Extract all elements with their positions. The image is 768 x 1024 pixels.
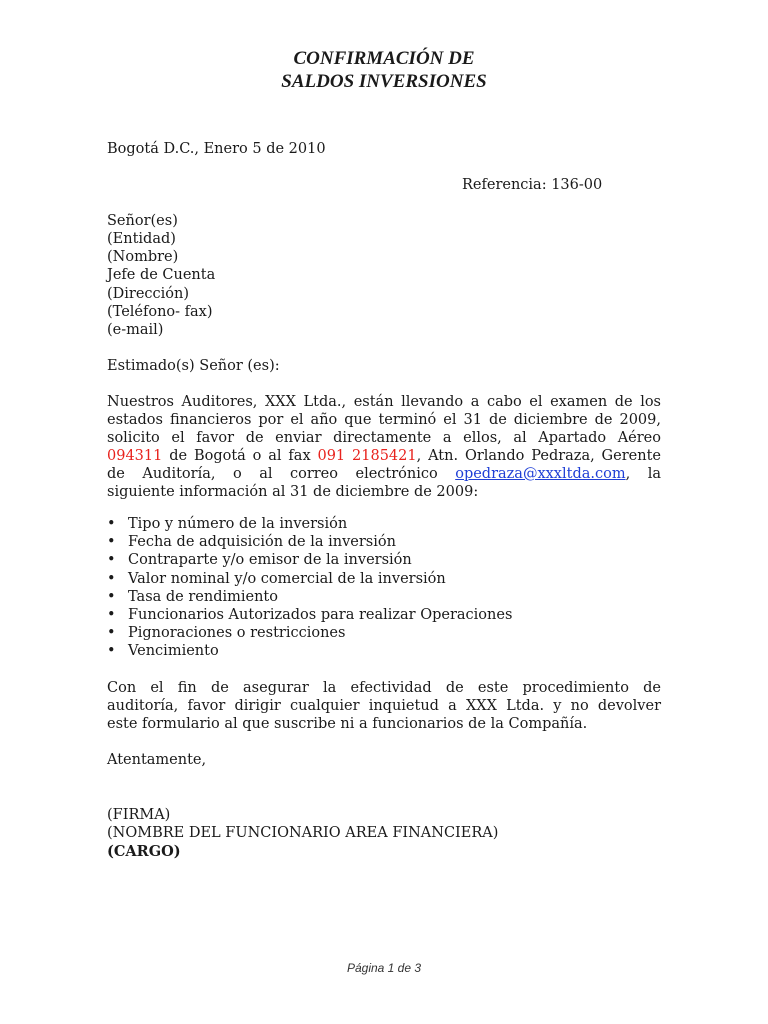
paragraph-line: estados financieros por el año que terminó el 31 de diciembre de 2009, [107, 412, 661, 428]
paragraph-line: este formulario al que suscribe ni a funcionarios de la Compañía. [107, 716, 588, 732]
apartado-number: 094311 [107, 448, 163, 464]
signature-line: (FIRMA) [107, 807, 171, 823]
page-number: Página 1 de 3 [346, 961, 422, 975]
recipient-line: (Dirección) [107, 286, 190, 302]
email-link[interactable]: opedraza@xxxltda.com [455, 466, 626, 482]
paragraph-line: siguiente información al 31 de diciembre de 2009: [107, 484, 479, 500]
recipient-line: (Entidad) [107, 231, 176, 247]
list-item: • Tipo y número de la inversión [107, 516, 348, 532]
list-item: • Valor nominal y/o comercial de la inversión [107, 570, 446, 587]
document-title [0, 47, 768, 93]
paragraph-line [107, 447, 661, 465]
list-item: • Fecha de adquisición de la inversión [107, 534, 396, 551]
paragraph-line: auditoría, favor dirigir cualquier inquietud a XXX Ltda. y no devolver [107, 698, 661, 714]
title-line-1: CONFIRMACIÓN DE [293, 48, 475, 69]
signatory-name: (NOMBRE DEL FUNCIONARIO AREA FINANCIERA) [107, 825, 499, 841]
paragraph-line: Nuestros Auditores, XXX Ltda., están llevando a cabo el examen de los [107, 394, 661, 410]
greeting: Estimado(s) Señor (es): [107, 358, 280, 374]
reference-number: Referencia: 136-00 [462, 177, 603, 193]
list-item: • Contraparte y/o emisor de la inversión [107, 552, 412, 569]
list-item: • Pignoraciones o restricciones [107, 625, 346, 642]
closing: Atentamente, [107, 752, 207, 768]
bullet-icon: • [107, 570, 116, 587]
paragraph-text: de Auditoría, o al correo electrónico [107, 466, 456, 482]
bullet-icon: • [107, 625, 116, 642]
bullet-icon: • [107, 607, 116, 624]
recipient-line: Jefe de Cuenta [107, 267, 216, 283]
date-line: Bogotá D.C., Enero 5 de 2010 [107, 141, 326, 157]
paragraph-text: , Atn. Orlando Pedraza, Gerente [416, 448, 661, 464]
paragraph-line: Con el fin de asegurar la efectividad de este procedimiento de [107, 680, 661, 696]
bullet-icon: • [107, 516, 116, 532]
paragraph-text: de Bogotá o al fax [162, 448, 318, 464]
paragraph-text: , la [625, 466, 661, 482]
recipient-line: Señor(es) [107, 213, 178, 229]
recipient-line: (Teléfono- fax) [107, 304, 213, 320]
list-item: • Tasa de rendimiento [107, 588, 278, 605]
recipient-line: (Nombre) [107, 249, 179, 265]
bullet-icon: • [107, 534, 116, 551]
recipient-line: (e-mail) [107, 322, 164, 338]
bullet-icon: • [107, 552, 116, 569]
list-item: • Funcionarios Autorizados para realizar Operaciones [107, 607, 513, 624]
information-list [107, 515, 512, 661]
title-line-2: SALDOS INVERSIONES [281, 71, 487, 92]
paragraph-line [107, 465, 661, 483]
signatory-title: (CARGO) [107, 843, 181, 860]
bullet-icon: • [107, 643, 116, 660]
paragraph-line: solicito el favor de enviar directamente a ellos, al Apartado Aéreo [107, 430, 661, 446]
fax-number: 091 2185421 [317, 448, 417, 464]
list-item: • Vencimiento [107, 643, 219, 660]
bullet-icon: • [107, 588, 116, 605]
